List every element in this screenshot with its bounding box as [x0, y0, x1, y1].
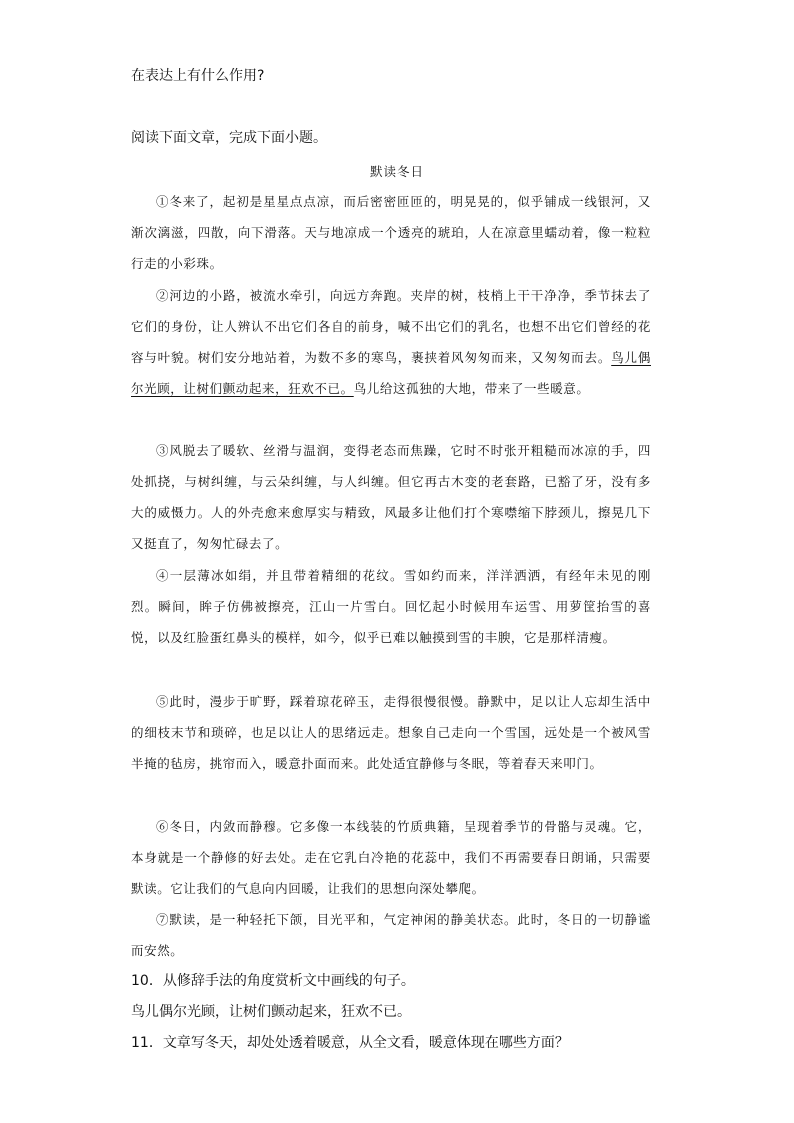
underlined-sentence: 鸟儿偶尔光顾，让树们颤动起来，狂欢不已。 — [131, 350, 651, 396]
previous-question-tail: 在表达上有什么作用? — [131, 68, 265, 84]
article-paragraph-3: ③风脱去了暖软、丝滑与温润，变得老态而焦躁，它时不时张开粗糙而冰凉的手，四处抓挠，与树纠缠，与云朵纠缠，与人纠缠。但它再古木变的老套路，已豁了牙，没有多大的威慑力。人的外壳愈来愈厚实与精致，风最多让他们打个寒噤缩下脖颈儿，擦晃几下又挺直了，匆匆忙碌去了。 — [131, 443, 651, 551]
reading-instruction: 阅读下面文章，完成下面小题。 — [131, 130, 327, 146]
article-title: 默读冬日 — [369, 164, 424, 179]
question-11-stem: 11．文章写冬天，却处处透着暖意，从全文看，暖意体现在哪些方面？ — [131, 1035, 569, 1051]
article-paragraph-5: ⑤此时，漫步于旷野，踩着琼花碎玉，走得很慢很慢。静默中，足以让人忘却生活中的细枝末节和琐碎，也足以让人的思绪远走。想象自己走向一个雪国，远处是一个被风雪半掩的毡房，挑帘而入，暖意扑面而来。此处适宜静修与冬眠，等着春天来叩门。 — [131, 694, 651, 771]
article-paragraph-1: ①冬来了，起初是星星点点凉，而后密密匝匝的，明晃晃的，似乎铺成一线银河，又渐次漓滋，四散，向下滑落。天与地凉成一个透亮的琥珀，人在凉意里蠕动着，像一粒粒行走的小彩珠。 — [131, 194, 651, 271]
article-paragraph-2 — [131, 280, 651, 404]
paragraph-2-text-before: ②河边的小路，被流水牵引，向远方奔跑。夹岸的树，枝梢上干干净净，季节抹去了它们的身份，让人辨认不出它们各自的前身，喊不出它们的乳名，也想不出它们曾经的花容与叶貌。树们安分地站着，为数不多的寒鸟，裹挟着风匆匆而来，又匆匆而去。 — [131, 288, 651, 365]
question-10-stem: 10．从修辞手法的角度赏析文中画线的句子。 — [131, 973, 415, 989]
question-10-quote: 鸟儿偶尔光顾，让树们颤动起来，狂欢不已。 — [131, 1004, 411, 1020]
article-paragraph-4: ④一层薄冰如绢，并且带着精细的花纹。雪如约而来，洋洋洒洒，有经年未见的刚烈。瞬间，眸子仿佛被擦亮，江山一片雪白。回忆起小时候用车运雪、用萝筐抬雪的喜悦，以及红脸蛋红鼻头的模样，如今，似乎已难以触摸到雪的丰腴，它是那样清瘦。 — [131, 568, 651, 645]
paragraph-2-text-after: 鸟儿给这孤独的大地，带来了一些暖意。 — [353, 381, 590, 396]
article-paragraph-7: ⑦默读，是一种轻托下颌，目光平和，气定神闲的静美状态。此时，冬日的一切静谧而安然。 — [131, 912, 651, 958]
article-paragraph-6: ⑥冬日，内敛而静穆。它多像一本线装的竹质典籍，呈现着季节的骨骼与灵魂。它，本身就是一个静修的好去处。走在它乳白冷艳的花蕊中，我们不再需要春日朗诵，只需要默读。它让我们的气息向内回暖，让我们的思想向深处攀爬。 — [131, 819, 651, 896]
